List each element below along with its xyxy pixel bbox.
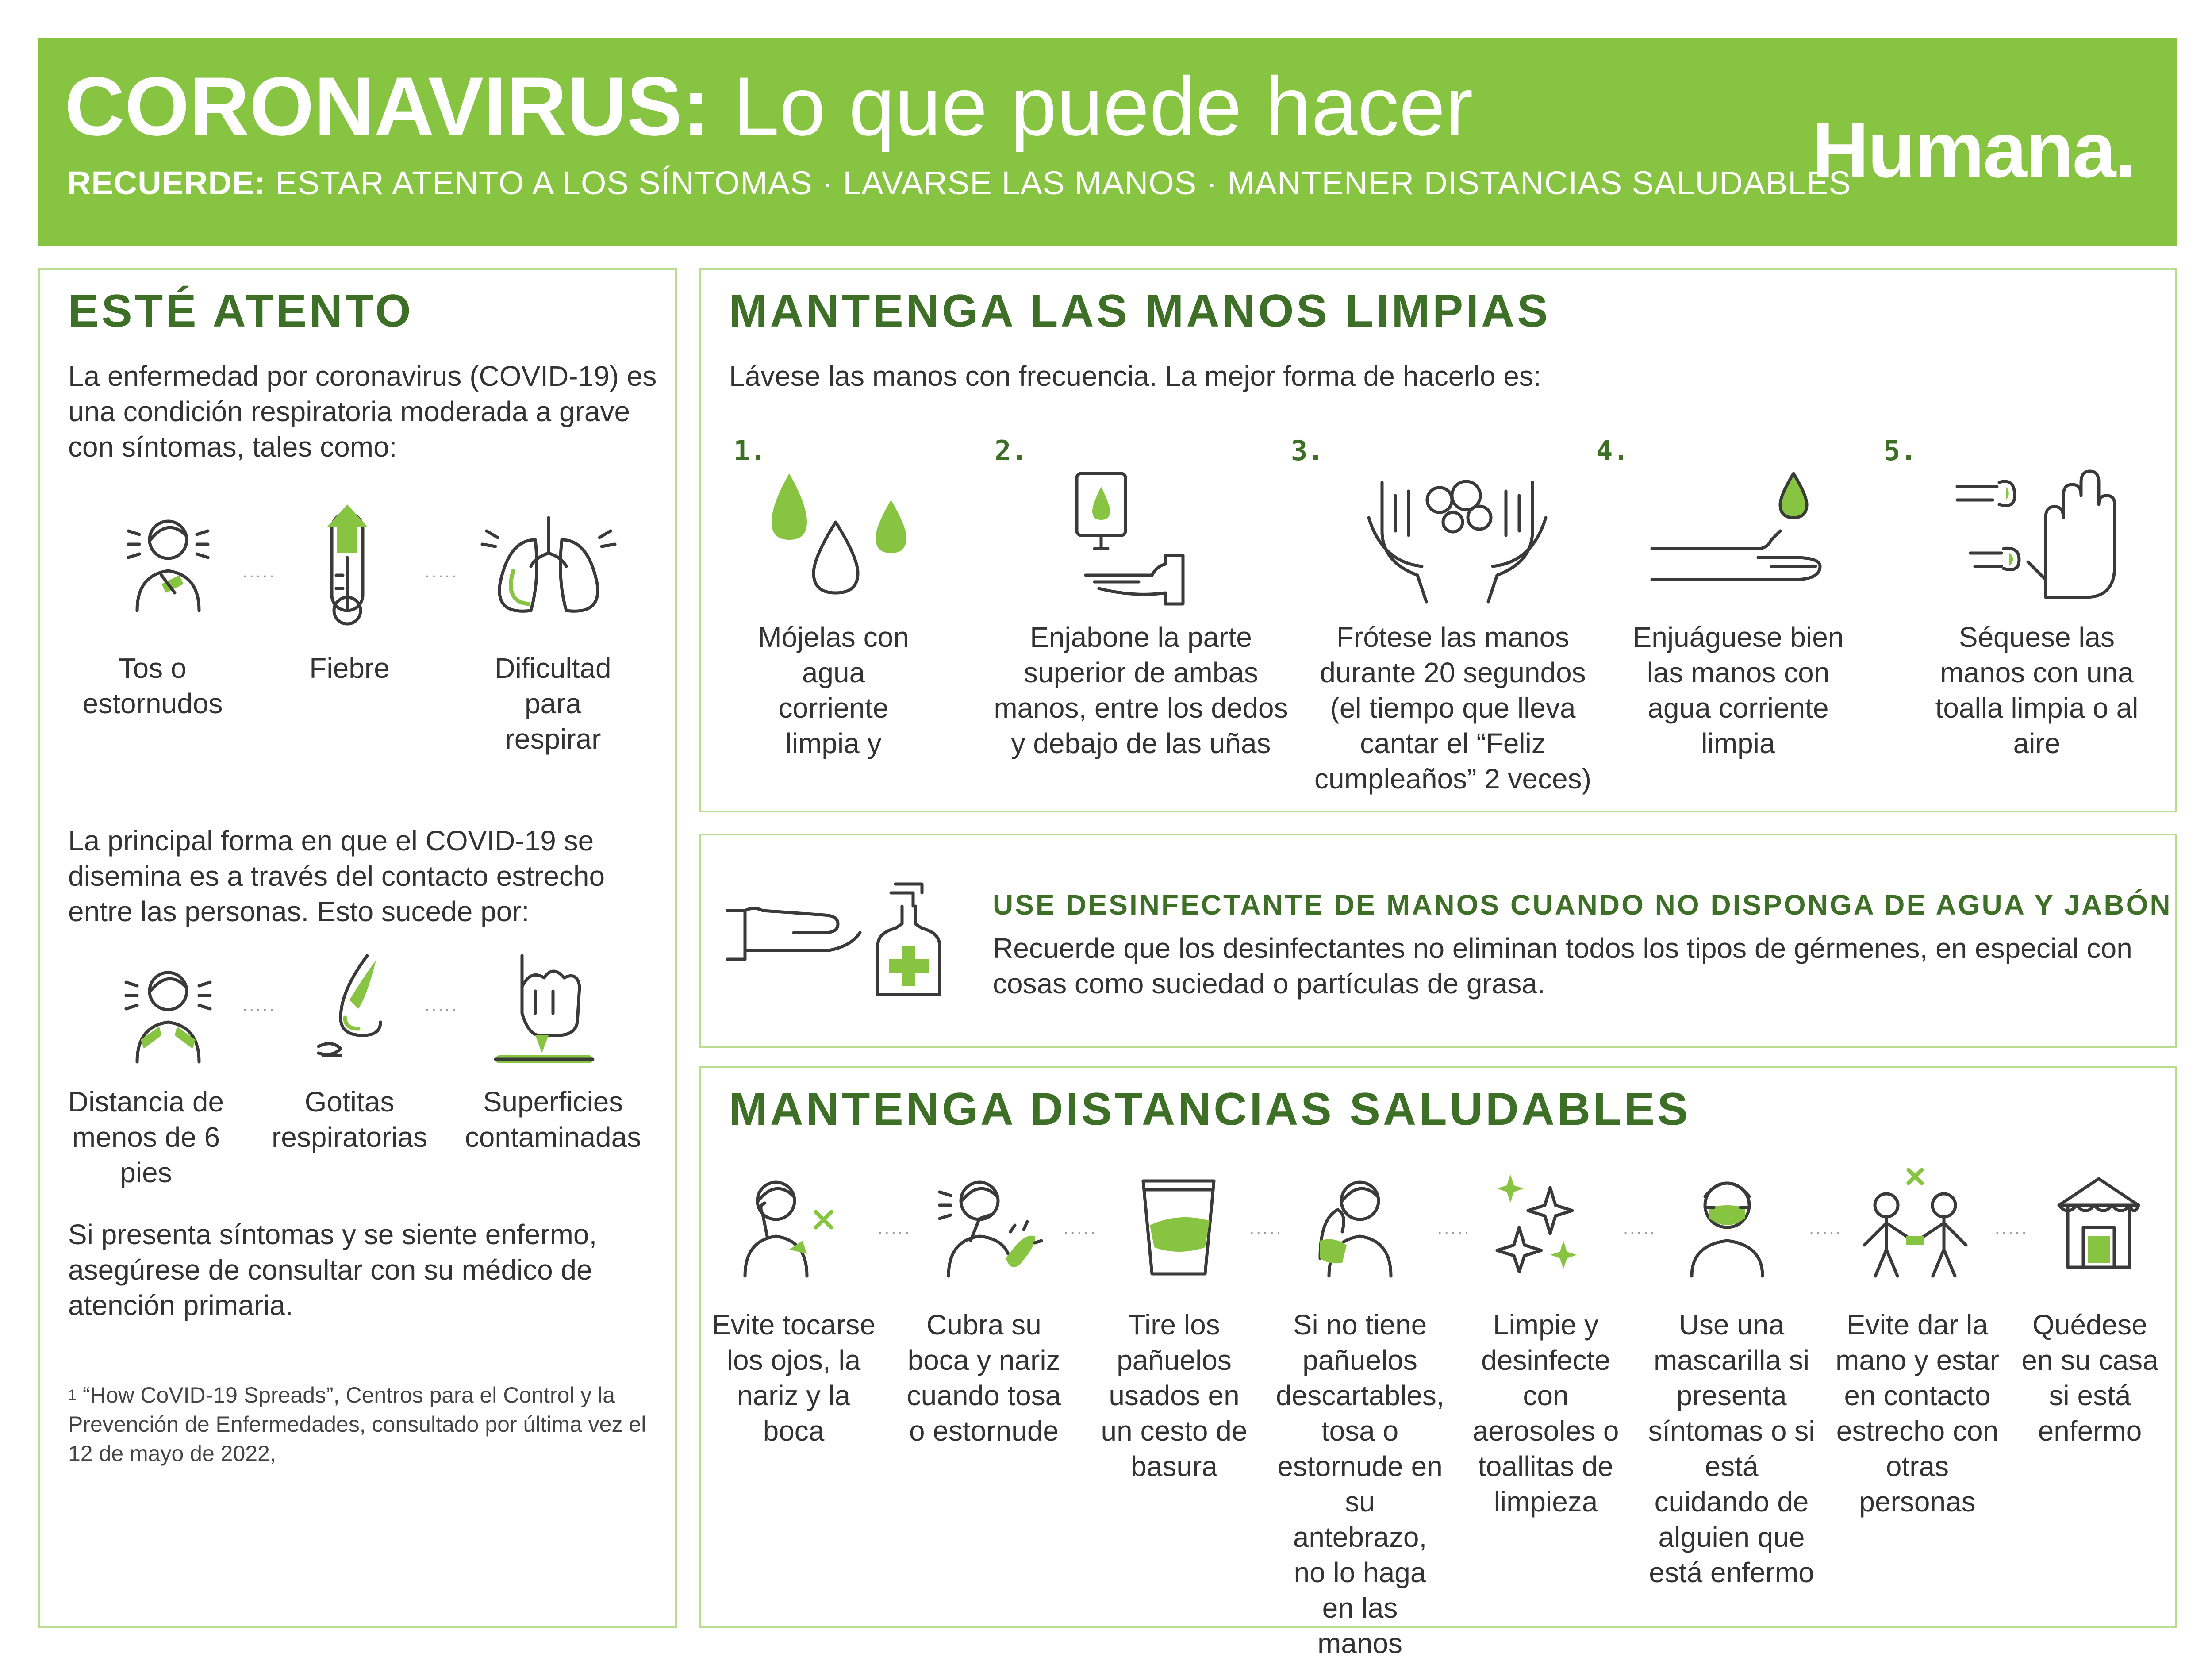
person-distance-icon xyxy=(119,960,217,1066)
spread-label: Distancia de menos de 6 pies xyxy=(68,1086,224,1188)
header-banner xyxy=(38,38,2177,246)
page-title: CORONAVIRUS: Lo que puede hacer xyxy=(65,60,1473,153)
soap-dispenser-icon xyxy=(1068,469,1210,602)
page-subtitle: RECUERDE: ESTAR ATENTO A LOS SÍNTOMAS · LAVARSE LAS MANOS · MANTENER DISTANCIAS SALUDABLES xyxy=(67,165,1851,201)
house-icon xyxy=(2055,1174,2143,1272)
water-drops-icon xyxy=(763,473,922,597)
cough-elbow-icon xyxy=(1307,1170,1409,1280)
symptom-label: Fiebre xyxy=(309,652,390,684)
section-title-atento: ESTÉ ATENTO xyxy=(68,285,414,337)
advice-text: Si presenta síntomas y se siente enfermo, asegúrese de consultar con su médico de atención primaria. xyxy=(68,1219,597,1321)
step-number: 5. xyxy=(1884,434,1917,467)
contaminated-surface-icon xyxy=(487,947,602,1071)
trash-can-icon xyxy=(1139,1177,1218,1278)
dots-divider: ..... xyxy=(425,562,458,581)
hand-sanitizer-icon xyxy=(727,884,949,999)
rubbing-hands-icon xyxy=(1364,473,1550,602)
dots-divider: ..... xyxy=(1249,1219,1283,1238)
dots-divider: ..... xyxy=(1437,1219,1471,1238)
step-number: 4. xyxy=(1596,434,1629,467)
no-touch-face-icon xyxy=(736,1170,838,1280)
section-title-distancias: MANTENGA DISTANCIAS SALUDABLES xyxy=(729,1084,1691,1135)
atento-intro: La enfermedad por coronavirus (COVID-19) es una condición respiratoria moderada a grave con síntomas, tales como: xyxy=(68,360,657,463)
distance-item-text: Evite tocarse los ojos, la nariz y la boca xyxy=(712,1309,876,1447)
step-text: Enjuáguese bien las manos con agua corriente limpia xyxy=(1632,621,1844,759)
cover-cough-icon xyxy=(935,1170,1041,1280)
step-number: 2. xyxy=(995,434,1028,467)
dots-divider: ..... xyxy=(425,996,458,1015)
spread-label: Gotitas respiratorias xyxy=(271,1086,428,1153)
dots-divider: ..... xyxy=(1064,1219,1097,1238)
step-text: Enjabone la parte superior de ambas manos, entre los dedos y debajo de las uñas xyxy=(994,621,1288,759)
rinse-hands-icon xyxy=(1647,473,1824,597)
dots-divider: ..... xyxy=(242,562,276,581)
step-number: 1. xyxy=(733,434,767,467)
lungs-icon xyxy=(482,513,615,619)
distance-item-text: Limpie y desinfecte con aerosoles o toallitas de limpieza xyxy=(1472,1309,1619,1518)
thermometer-icon xyxy=(310,500,389,633)
face-mask-icon xyxy=(1678,1170,1776,1280)
step-text: Frótese las manos durante 20 segundos (el tiempo que lleva cantar el “Feliz cumpleaños” 2 veces) xyxy=(1314,621,1592,795)
step-text: Mójelas con agua corriente limpia y xyxy=(758,621,909,759)
cough-icon xyxy=(119,509,217,624)
sanitizer-title: USE DESINFECTANTE DE MANOS CUANDO NO DISPONGA DE AGUA Y JABÓN xyxy=(993,889,2172,921)
sanitizer-text: Recuerde que los desinfectantes no eliminan todos los tipos de gérmenes, en especial con cosas como suciedad o partículas de grasa. xyxy=(993,932,2132,1000)
panel-desinfectante xyxy=(699,834,2177,1048)
footnote: $^1$ “How CoVID-19 Spreads”, Centros para el Control y la Prevención de Enfermedades, consultado por última vez el 12 de mayo de 2022, xyxy=(68,1383,646,1466)
dots-divider: ..... xyxy=(1809,1219,1843,1238)
distance-item-text: Evite dar la mano y estar en contacto estrecho con otras personas xyxy=(1836,1309,1999,1518)
dots-divider: ..... xyxy=(1623,1219,1657,1238)
spread-intro: La principal forma en que el COVID-19 se disemina es a través del contacto estrecho entre las personas. Esto sucede por: xyxy=(68,825,605,927)
symptom-label: Dificultad para respirar xyxy=(495,652,611,755)
humana-logo: Humana. xyxy=(1812,106,2135,194)
panel-este-atento xyxy=(38,268,677,1628)
dots-divider: ..... xyxy=(242,996,276,1015)
dots-divider: ..... xyxy=(1995,1219,2028,1238)
no-handshake-icon xyxy=(1855,1165,1979,1280)
manos-intro: Lávese las manos con frecuencia. La mejor forma de hacerlo es: xyxy=(729,360,1541,392)
distance-item-text: Use una mascarilla si presenta síntomas o si está cuidando de alguien que está enfermo xyxy=(1648,1309,1815,1588)
sparkles-clean-icon xyxy=(1497,1174,1577,1272)
nose-droplets-icon xyxy=(314,951,403,1071)
symptom-label: Tos o estornudos xyxy=(82,652,223,719)
distance-item-text: Tire los pañuelos usados en un cesto de basura xyxy=(1101,1309,1248,1482)
drying-hands-icon xyxy=(1957,469,2116,602)
spread-label: Superficies contaminadas xyxy=(465,1086,641,1153)
step-number: 3. xyxy=(1291,434,1324,467)
distance-item-text: Quédese en su casa si está enfermo xyxy=(2021,1309,2158,1447)
panel-manos-limpias xyxy=(699,268,2177,812)
section-title-manos: MANTENGA LAS MANOS LIMPIAS xyxy=(729,285,1551,337)
distance-item-text: Si no tiene pañuelos descartables, tosa o estornude en su antebrazo, no lo haga en las manos xyxy=(1276,1309,1444,1659)
dots-divider: ..... xyxy=(878,1219,911,1238)
step-text: Séquese las manos con una toalla limpia o al aire xyxy=(1935,621,2139,759)
distance-item-text: Cubra su boca y nariz cuando tosa o estornude xyxy=(906,1309,1061,1447)
panel-distancias xyxy=(699,1066,2177,1659)
